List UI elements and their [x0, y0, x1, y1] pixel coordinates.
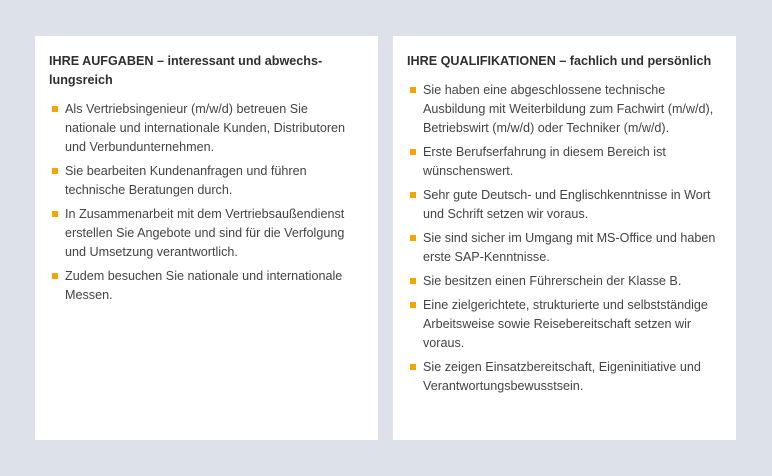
list-item-text: Sie sind sicher im Umgang mit MS-Office und haben erste SAP-Kenntnisse. — [423, 231, 716, 264]
qualifikationen-card — [393, 36, 736, 440]
list-item — [407, 186, 720, 224]
aufgaben-card — [35, 36, 378, 440]
square-bullet-icon — [410, 149, 416, 155]
qualifikationen-list — [407, 81, 720, 396]
list-item — [407, 229, 720, 267]
list-item-text: Sie bearbeiten Kundenanfragen und führen technische Beratungen durch. — [65, 164, 307, 197]
square-bullet-icon — [52, 211, 58, 217]
aufgaben-title: IHRE AUFGABEN – interessant und abwechs- lungsreich — [49, 54, 323, 87]
list-item-text: In Zusammenarbeit mit dem Vertriebsaußendienst erstellen Sie Angebote und sind für die Verfolgung und Umsetzung verantwortlich. — [65, 207, 345, 259]
list-item-text: Sie zeigen Einsatzbereitschaft, Eigeninitiative und Verantwortungsbewusstsein. — [423, 360, 701, 393]
square-bullet-icon — [52, 106, 58, 112]
list-item-text: Sie haben eine abgeschlossene technische Ausbildung mit Weiterbildung zum Fachwirt (m/w/d), Betriebswirt (m/w/d) oder Techniker (m/w/d). — [423, 83, 714, 135]
list-item-text: Eine zielgerichtete, strukturierte und selbstständige Arbeitsweise sowie Reisebereitschaft setzen wir voraus. — [423, 298, 708, 350]
list-item-text: Sehr gute Deutsch- und Englischkenntnisse in Wort und Schrift setzen wir voraus. — [423, 188, 711, 221]
list-item — [49, 267, 362, 305]
list-item-text: Als Vertriebsingenieur (m/w/d) betreuen Sie nationale und internationale Kunden, Distributoren und Verbundunternehmen. — [65, 102, 346, 154]
square-bullet-icon — [52, 168, 58, 174]
square-bullet-icon — [410, 235, 416, 241]
list-item — [407, 272, 720, 291]
list-item-text: Erste Berufserfahrung in diesem Bereich ist wünschenswert. — [423, 145, 666, 178]
list-item — [407, 296, 720, 353]
square-bullet-icon — [410, 364, 416, 370]
list-item — [49, 162, 362, 200]
square-bullet-icon — [410, 302, 416, 308]
list-item — [407, 358, 720, 396]
square-bullet-icon — [410, 87, 416, 93]
square-bullet-icon — [410, 278, 416, 284]
list-item — [407, 143, 720, 181]
square-bullet-icon — [52, 273, 58, 279]
list-item — [407, 81, 720, 138]
list-item-text: Sie besitzen einen Führerschein der Klasse B. — [423, 274, 682, 288]
aufgaben-list — [49, 100, 362, 305]
list-item-text: Zudem besuchen Sie nationale und internationale Messen. — [65, 269, 343, 302]
square-bullet-icon — [410, 192, 416, 198]
list-item — [49, 205, 362, 262]
list-item — [49, 100, 362, 157]
qualifikationen-title: IHRE QUALIFIKATIONEN – fachlich und persönlich — [407, 54, 712, 68]
